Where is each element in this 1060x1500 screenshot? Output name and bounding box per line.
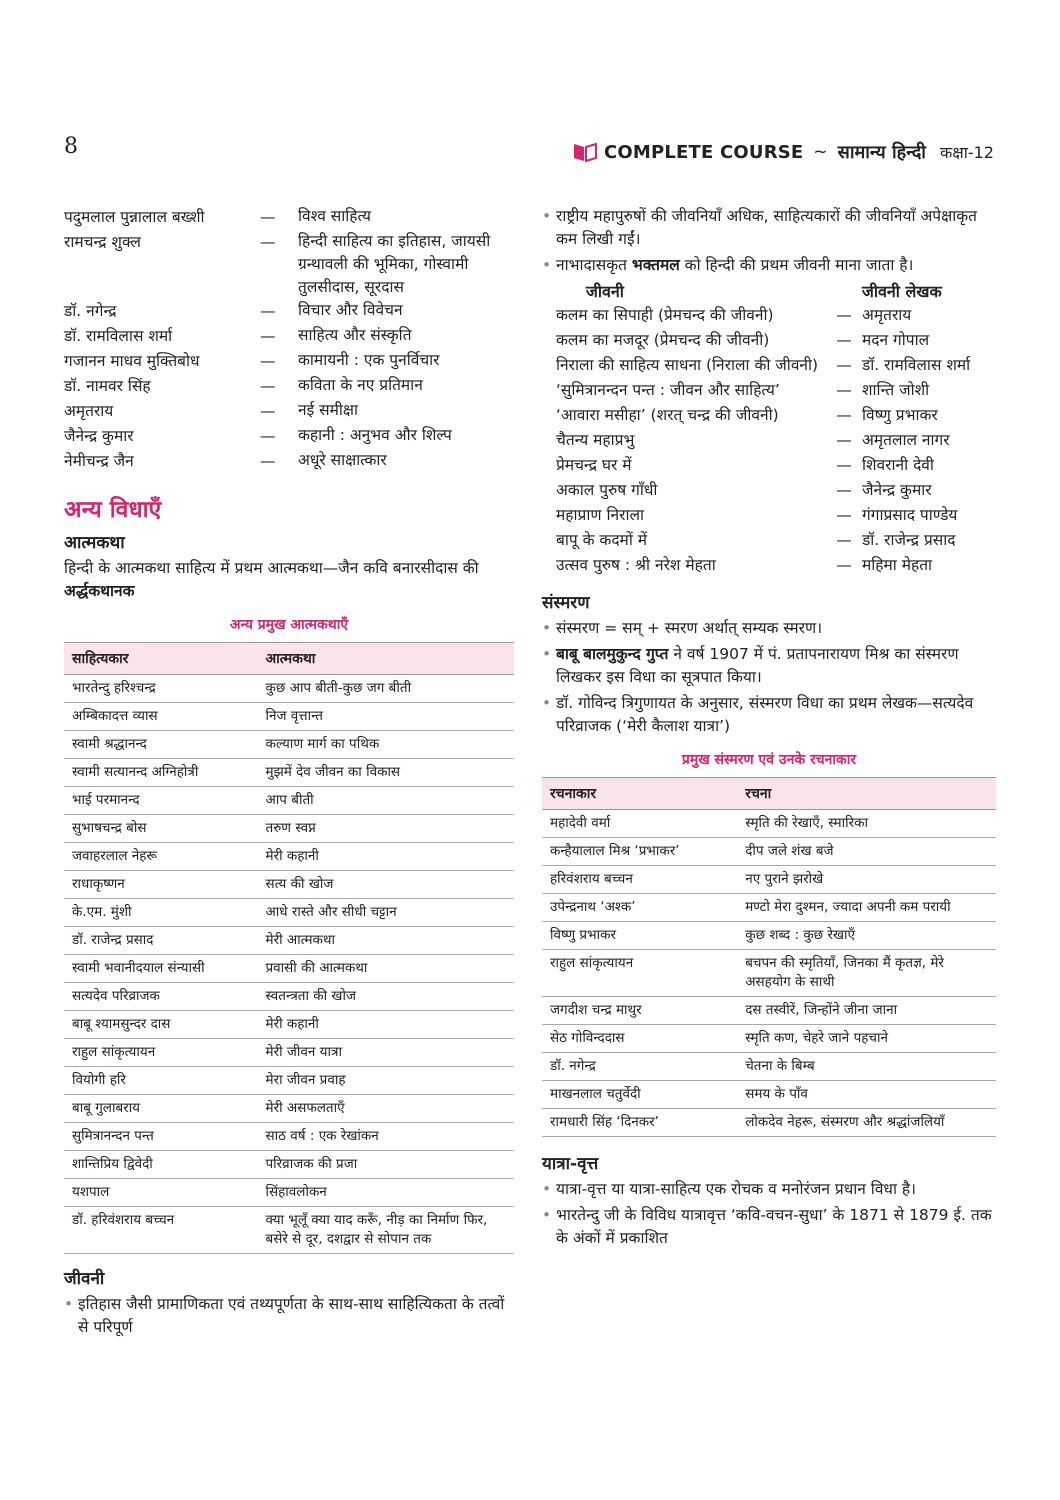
- table-row: [64, 787, 514, 815]
- table-cell: शान्तिप्रिय द्विवेदी: [64, 1151, 258, 1179]
- table-row: [64, 675, 514, 703]
- list-item: [542, 553, 996, 578]
- biography-title: कलम का मजदूर (प्रेमचन्द की जीवनी): [556, 331, 770, 349]
- bullet-dot-icon: •: [542, 207, 552, 225]
- book-icon: [572, 141, 598, 163]
- table-cell: कुछ आप बीती-कुछ जग बीती: [258, 675, 515, 703]
- table-cell: लोकदेव नेहरू, संस्मरण और श्रद्धांजलियाँ: [737, 1109, 996, 1137]
- dash: —: [836, 431, 852, 449]
- table-row: [64, 955, 514, 983]
- table-cell: डॉ. हरिवंशराय बच्चन: [64, 1207, 258, 1254]
- autobiography-table: [64, 642, 514, 1254]
- criticism-list: [64, 205, 514, 474]
- biography-writer: अमृतराय: [862, 306, 912, 324]
- text-segment: को हिन्दी की प्रथम जीवनी माना जाता है।: [679, 256, 914, 274]
- text-segment: ने वर्ष 1907 में पं. प्रतापनारायण मिश्र का संस्मरण लिखकर इस विधा का सूत्रपात किया।: [556, 645, 959, 686]
- dash: —: [836, 456, 852, 474]
- table-row: [542, 1109, 996, 1137]
- bullet-dot-icon: •: [542, 619, 552, 637]
- table-row: [64, 1179, 514, 1207]
- table-caption: प्रमुख संस्मरण एवं उनके रचनाकार: [681, 752, 857, 768]
- column-header: साहित्यकार: [64, 643, 258, 675]
- table-cell: तरुण स्वप्न: [258, 815, 515, 843]
- table-cell: दीप जले शंख बजे: [737, 838, 996, 866]
- table-cell: के.एम. मुंशी: [64, 899, 258, 927]
- table-cell: नए पुराने झरोखे: [737, 866, 996, 894]
- dash: —: [260, 452, 276, 470]
- dash: —: [260, 352, 276, 370]
- table-cell: स्वामी सत्यानन्द अग्निहोत्री: [64, 759, 258, 787]
- section-title-other-genres: अन्य विधाएँ: [64, 497, 162, 523]
- list-item: [64, 424, 514, 449]
- table-row: [542, 997, 996, 1025]
- author-name: डॉ. नगेन्द्र: [64, 302, 117, 320]
- work-title: अधूरे साक्षात्कार: [298, 451, 387, 469]
- left-column: [64, 205, 514, 1342]
- table-cell: सत्य की खोज: [258, 871, 515, 899]
- table-cell: कन्हैयालाल मिश्र ‘प्रभाकर’: [542, 838, 737, 866]
- table-cell: मेरी असफलताएँ: [258, 1095, 515, 1123]
- bullet-dot-icon: •: [542, 1206, 552, 1224]
- table-cell: स्वतन्त्रता की खोज: [258, 983, 515, 1011]
- author-name: गजानन माधव मुक्तिबोध: [64, 352, 200, 370]
- table-cell: मेरी कहानी: [258, 1011, 515, 1039]
- table-row: [64, 1039, 514, 1067]
- biography-writer: गंगाप्रसाद पाण्डेय: [862, 506, 958, 524]
- biography-writer: शिवरानी देवी: [862, 456, 934, 474]
- bullet-text: भारतेन्दु जी के विविध यात्रावृत्त ‘कवि-वचन-सुधा’ के 1871 से 1879 ई. तक के अंकों में प्रकाशित: [556, 1206, 992, 1247]
- work-title: विश्व साहित्य: [298, 207, 371, 225]
- table-caption: अन्य प्रमुख आत्मकथाएँ: [229, 617, 349, 633]
- biography-title: ‘सुमित्रानन्दन पन्त : जीवन और साहित्य’: [556, 381, 780, 399]
- bullet-dot-icon: •: [542, 645, 552, 663]
- table-cell: स्मृति की रेखाएँ, स्मारिका: [737, 810, 996, 838]
- biography-title: कलम का सिपाही (प्रेमचन्द की जीवनी): [556, 306, 774, 324]
- subsection-title-biography: जीवनी: [64, 1269, 105, 1289]
- table-cell: जगदीश चन्द्र माथुर: [542, 997, 737, 1025]
- table-row: [64, 927, 514, 955]
- table-cell: स्मृति कण, चेहरे जाने पहचाने: [737, 1025, 996, 1053]
- bullet-item: [542, 1204, 996, 1250]
- table-cell: सुमित्रानन्दन पन्त: [64, 1123, 258, 1151]
- table-cell: मेरी जीवन यात्रा: [258, 1039, 515, 1067]
- table-row: [542, 1025, 996, 1053]
- table-cell: बचपन की स्मृतियाँ, जिनका मैं कृतज्ञ, मेरे असहयोग के साथी: [737, 950, 996, 997]
- table-row: [542, 810, 996, 838]
- table-header-row: [542, 778, 996, 810]
- bullet-dot-icon: •: [64, 1295, 74, 1313]
- header-separator: ~: [813, 142, 828, 162]
- list-item: [64, 205, 514, 230]
- subject-name: सामान्य हिन्दी: [837, 142, 926, 163]
- work-title: कामायनी : एक पुनर्विचार: [298, 351, 440, 369]
- table-row: [542, 894, 996, 922]
- bullet-item: [542, 617, 996, 640]
- table-row: [64, 1095, 514, 1123]
- table-cell: समय के पाँव: [737, 1081, 996, 1109]
- table-cell: जवाहरलाल नेहरू: [64, 843, 258, 871]
- table-cell: भारतेन्दु हरिश्चन्द्र: [64, 675, 258, 703]
- table-cell: राहुल सांकृत्यायन: [64, 1039, 258, 1067]
- author-name: डॉ. नामवर सिंह: [64, 377, 151, 395]
- bullet-text: यात्रा-वृत्त या यात्रा-साहित्य एक रोचक व मनोरंजन प्रधान विधा है।: [556, 1180, 917, 1198]
- list-item: [64, 449, 514, 474]
- biography-title: ‘आवारा मसीहा’ (शरत् चन्द्र की जीवनी): [556, 406, 779, 424]
- autobiography-intro: [64, 557, 514, 603]
- biography-writer: अमृतलाल नागर: [862, 431, 950, 449]
- class-label: कक्षा-12: [939, 143, 994, 162]
- table-cell: मण्टो मेरा दुश्मन, ज्यादा अपनी कम परायी: [737, 894, 996, 922]
- list-item: [542, 403, 996, 428]
- biography-writer: जैनेन्द्र कुमार: [862, 481, 932, 499]
- column-header: आत्मकथा: [258, 643, 515, 675]
- table-cell: मेरी कहानी: [258, 843, 515, 871]
- table-cell: सिंहावलोकन: [258, 1179, 515, 1207]
- memoir-table: [542, 777, 996, 1137]
- biography-list-header: [542, 280, 996, 302]
- biography-title: महाप्राण निराला: [556, 506, 644, 524]
- author-name: रामचन्द्र शुक्ल: [64, 233, 141, 251]
- table-cell: मुझमें देव जीवन का विकास: [258, 759, 515, 787]
- author-name: अमृतराय: [64, 402, 114, 420]
- subsection-title-travel: यात्रा-वृत्त: [542, 1154, 599, 1174]
- list-item: [542, 528, 996, 553]
- table-cell: भाई परमानन्द: [64, 787, 258, 815]
- table-cell: कल्याण मार्ग का पथिक: [258, 731, 515, 759]
- biography-writer: शान्ति जोशी: [862, 381, 930, 399]
- table-cell: डॉ. राजेन्द्र प्रसाद: [64, 927, 258, 955]
- table-row: [64, 731, 514, 759]
- bullet-text: [556, 254, 996, 277]
- table-cell: परिव्राजक की प्रजा: [258, 1151, 515, 1179]
- biography-title: अकाल पुरुष गाँधी: [556, 481, 658, 499]
- bullet-item: [542, 205, 996, 251]
- table-cell: स्वामी श्रद्धानन्द: [64, 731, 258, 759]
- table-cell: मेरी आत्मकथा: [258, 927, 515, 955]
- table-cell: प्रवासी की आत्मकथा: [258, 955, 515, 983]
- bold-segment: बाबू बालमुकुन्द गुप्त: [556, 645, 669, 663]
- bullet-text: इतिहास जैसी प्रामाणिकता एवं तथ्यपूर्णता के साथ-साथ साहित्यिकता के तत्वों से परिपूर्ण: [78, 1295, 505, 1336]
- biography-title: प्रेमचन्द्र घर में: [556, 456, 632, 474]
- bullet-item: [542, 643, 996, 689]
- biography-writer: डॉ. राजेन्द्र प्रसाद: [862, 531, 956, 549]
- dash: —: [836, 556, 852, 574]
- biography-writer: मदन गोपाल: [862, 331, 930, 349]
- table-row: [64, 1151, 514, 1179]
- table-cell: डॉ. नगेन्द्र: [542, 1053, 737, 1081]
- dash: —: [836, 506, 852, 524]
- table-row: [64, 1067, 514, 1095]
- biography-writer: महिमा मेहता: [862, 556, 933, 574]
- table-cell: वियोगी हरि: [64, 1067, 258, 1095]
- list-item: [64, 374, 514, 399]
- table-cell: कुछ शब्द : कुछ रेखाएँ: [737, 922, 996, 950]
- dash: —: [260, 377, 276, 395]
- table-row: [64, 815, 514, 843]
- bullet-item: [542, 692, 996, 738]
- dash: —: [260, 427, 276, 445]
- list-item: [542, 328, 996, 353]
- author-name: जैनेन्द्र कुमार: [64, 427, 134, 445]
- table-cell: राहुल सांकृत्यायन: [542, 950, 737, 997]
- dash: —: [260, 402, 276, 420]
- text-segment: नाभादासकृत: [556, 256, 632, 274]
- table-cell: साठ वर्ष : एक रेखांकन: [258, 1123, 515, 1151]
- dash: —: [836, 531, 852, 549]
- intro-text: हिन्दी के आत्मकथा साहित्य में प्रथम आत्मकथा—जैन कवि बनारसीदास की: [64, 559, 479, 577]
- biography-writer: विष्णु प्रभाकर: [862, 406, 938, 424]
- bullet-text: [556, 643, 996, 689]
- dash: —: [260, 208, 276, 226]
- table-cell: निज वृत्तान्त: [258, 703, 515, 731]
- table-row: [64, 1123, 514, 1151]
- table-row: [542, 1081, 996, 1109]
- bullet-item: [64, 1293, 514, 1339]
- table-cell: मेरा जीवन प्रवाह: [258, 1067, 515, 1095]
- subsection-title-memoir: संस्मरण: [542, 593, 590, 613]
- table-cell: रामधारी सिंह ‘दिनकर’: [542, 1109, 737, 1137]
- column-header: रचना: [737, 778, 996, 810]
- biography-title: चैतन्य महाप्रभु: [556, 431, 635, 449]
- list-item: [64, 349, 514, 374]
- list-item: [542, 428, 996, 453]
- column-header: रचनाकार: [542, 778, 737, 810]
- table-row: [64, 843, 514, 871]
- list-item: [542, 378, 996, 403]
- table-row: [542, 922, 996, 950]
- list-item: [542, 453, 996, 478]
- bullet-text: राष्ट्रीय महापुरुषों की जीवनियाँ अधिक, साहित्यकारों की जीवनियाँ अपेक्षाकृत कम लिखी गईं।: [556, 207, 977, 248]
- list-item: [542, 303, 996, 328]
- work-title: विचार और विवेचन: [298, 301, 403, 319]
- bullet-text: डॉ. गोविन्द त्रिगुणायत के अनुसार, संस्मरण विधा का प्रथम लेखक—सत्यदेव परिव्राजक (‘मेरी कैलाश यात्रा’): [556, 694, 974, 735]
- table-cell: महादेवी वर्मा: [542, 810, 737, 838]
- dash: —: [260, 327, 276, 345]
- table-cell: अम्बिकादत्त व्यास: [64, 703, 258, 731]
- table-cell: हरिवंशराय बच्चन: [542, 866, 737, 894]
- table-cell: बाबू गुलाबराय: [64, 1095, 258, 1123]
- table-cell: आप बीती: [258, 787, 515, 815]
- biography-title: बापू के कदमों में: [556, 531, 648, 549]
- list-item: [64, 399, 514, 424]
- list-item: [542, 353, 996, 378]
- list-item: [542, 503, 996, 528]
- table-row: [64, 983, 514, 1011]
- table-cell: यशपाल: [64, 1179, 258, 1207]
- table-cell: सेठ गोविन्ददास: [542, 1025, 737, 1053]
- bullet-dot-icon: •: [542, 694, 552, 712]
- author-name: पदुमलाल पुन्नालाल बख्शी: [64, 208, 205, 226]
- table-cell: स्वामी भवानीदयाल संन्यासी: [64, 955, 258, 983]
- table-row: [64, 1207, 514, 1254]
- table-cell: सत्यदेव परिव्राजक: [64, 983, 258, 1011]
- bullet-item: [542, 1178, 996, 1201]
- table-row: [542, 1053, 996, 1081]
- right-column: [542, 205, 996, 1253]
- table-cell: दस तस्वीरें, जिन्होंने जीना जाना: [737, 997, 996, 1025]
- table-cell: उपेन्द्रनाथ ‘अश्क’: [542, 894, 737, 922]
- list-item: [64, 299, 514, 324]
- biography-title: उत्सव पुरुष : श्री नरेश मेहता: [556, 556, 716, 574]
- table-cell: चेतना के बिम्ब: [737, 1053, 996, 1081]
- list-item: [64, 230, 514, 299]
- table-cell: राधाकृष्णन: [64, 871, 258, 899]
- table-cell: क्या भूलूँ क्या याद करूँ, नीड़ का निर्माण फिर, बसेरे से दूर, दशद्वार से सोपान तक: [258, 1207, 515, 1254]
- author-name: डॉ. रामविलास शर्मा: [64, 327, 173, 345]
- table-cell: आधे रास्ते और सीधी चट्टान: [258, 899, 515, 927]
- dash: —: [836, 406, 852, 424]
- table-header-row: [64, 643, 514, 675]
- table-row: [64, 759, 514, 787]
- table-row: [64, 703, 514, 731]
- work-title: कविता के नए प्रतिमान: [298, 376, 423, 394]
- table-cell: बाबू श्यामसुन्दर दास: [64, 1011, 258, 1039]
- list-item: [64, 324, 514, 349]
- dash: —: [260, 302, 276, 320]
- table-row: [64, 1011, 514, 1039]
- dash: —: [836, 481, 852, 499]
- work-title: हिन्दी साहित्य का इतिहास, जायसी ग्रन्थावली की भूमिका, गोस्वामी तुलसीदास, सूरदास: [298, 232, 491, 296]
- biography-writer: डॉ. रामविलास शर्मा: [862, 356, 971, 374]
- bullet-text: संस्मरण = सम् + स्मरण अर्थात् सम्यक स्मरण।: [556, 619, 823, 637]
- page-header: [572, 140, 994, 164]
- author-name: नेमीचन्द्र जैन: [64, 452, 134, 470]
- intro-bold: अर्द्धकथानक: [64, 582, 135, 600]
- table-cell: माखनलाल चतुर्वेदी: [542, 1081, 737, 1109]
- dash: —: [836, 331, 852, 349]
- table-row: [64, 871, 514, 899]
- table-row: [64, 899, 514, 927]
- bold-segment: भक्तमल: [631, 256, 680, 274]
- biography-list: [542, 303, 996, 578]
- table-cell: सुभाषचन्द्र बोस: [64, 815, 258, 843]
- bullet-dot-icon: •: [542, 1180, 552, 1198]
- table-row: [542, 866, 996, 894]
- bullet-dot-icon: •: [542, 256, 552, 274]
- dash: —: [836, 356, 852, 374]
- table-row: [542, 838, 996, 866]
- column-header: जीवनी लेखक: [862, 282, 942, 301]
- work-title: साहित्य और संस्कृति: [298, 326, 412, 344]
- page-number: 8: [64, 134, 78, 159]
- dash: —: [836, 381, 852, 399]
- brand-name: COMPLETE COURSE: [603, 141, 804, 163]
- bullet-item: [542, 254, 996, 277]
- work-title: नई समीक्षा: [298, 401, 359, 419]
- biography-title: निराला की साहित्य साधना (निराला की जीवनी): [556, 356, 819, 374]
- dash: —: [260, 233, 276, 251]
- subsection-title-autobiography: आत्मकथा: [64, 533, 125, 553]
- table-row: [542, 950, 996, 997]
- work-title: कहानी : अनुभव और शिल्प: [298, 426, 452, 444]
- column-header: जीवनी: [586, 282, 624, 301]
- list-item: [542, 478, 996, 503]
- dash: —: [836, 306, 852, 324]
- table-cell: विष्णु प्रभाकर: [542, 922, 737, 950]
